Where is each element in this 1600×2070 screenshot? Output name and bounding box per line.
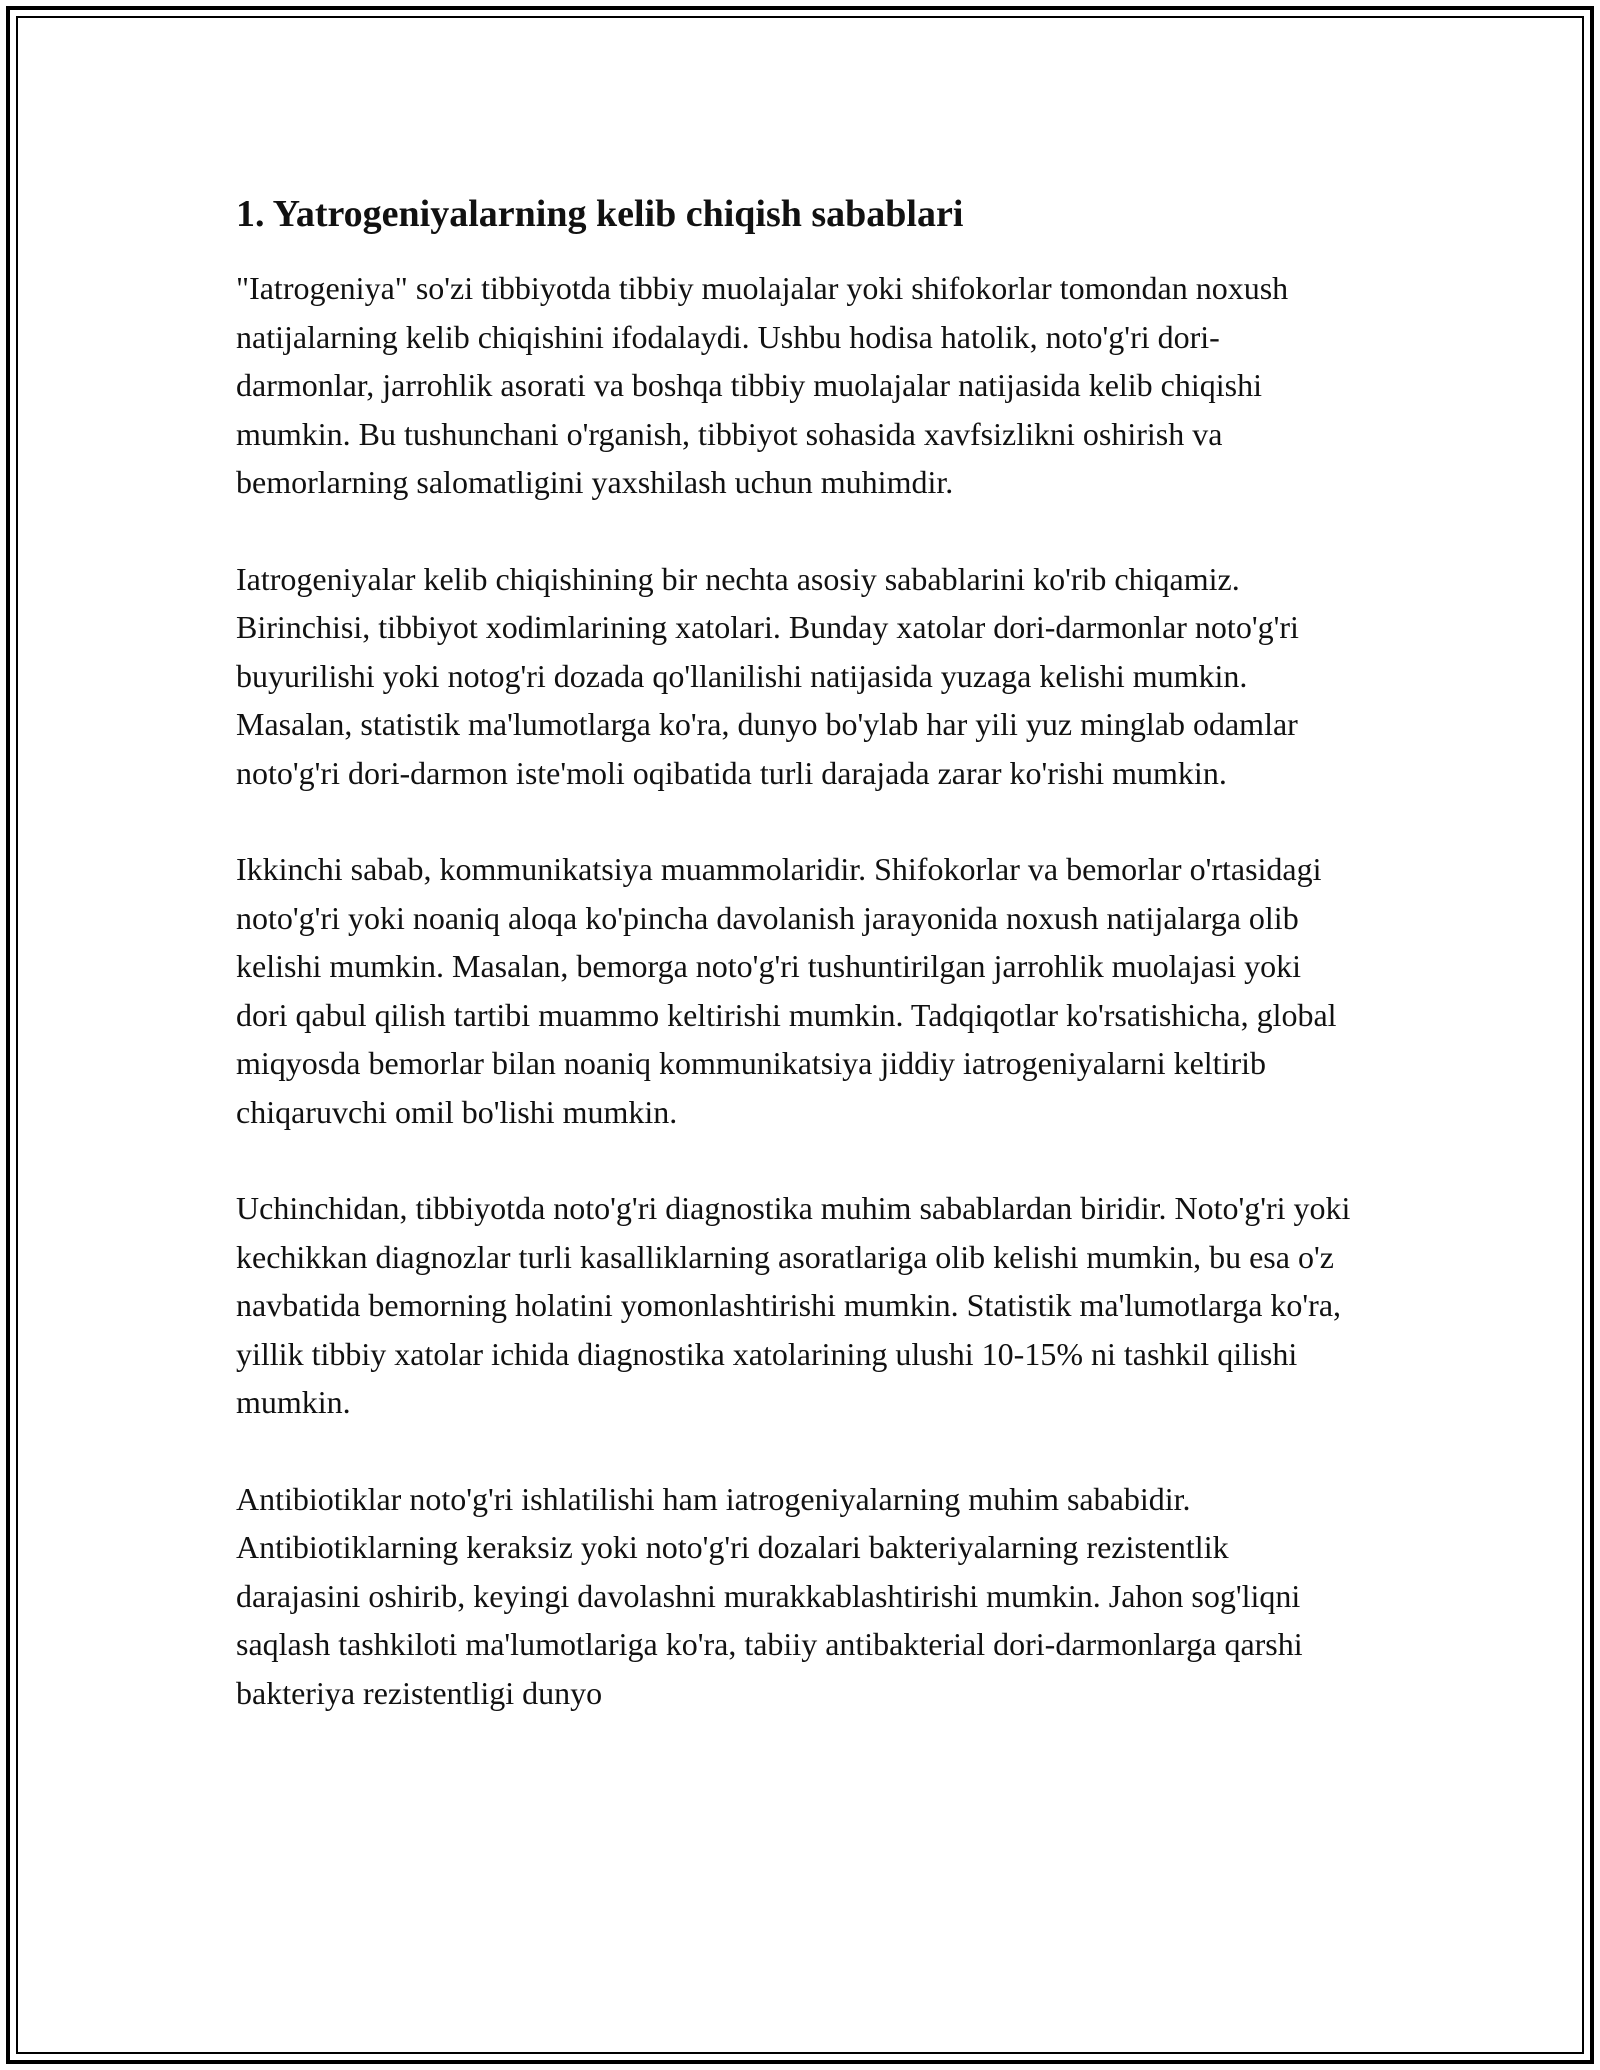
paragraph-communication: Ikkinchi sabab, kommunikatsiya muammolaridir. Shifokorlar va bemorlar o'rtasidagi noto'g'ri yoki noaniq aloqa ko'pincha davolanish jarayonida noxush natijalarga olib kelishi mumkin. Masalan, bemorga noto'g'ri tushuntirilgan jarrohlik muolajasi yoki dori qabul qilish tartibi muammo keltirishi mumkin. Tadqiqotlar ko'rsatishicha, global miqyosda bemorlar bilan noaniq kommunikatsiya jiddiy iatrogeniyalarni keltirib chiqaruvchi omil bo'lishi mumkin.: [236, 851, 1337, 1130]
section-heading: 1. Yatrogeniyalarning kelib chiqish sabablari: [236, 193, 964, 235]
paragraph-diagnostics: Uchinchidan, tibbiyotda noto'g'ri diagnostika muhim sabablardan biridir. Noto'g'ri yoki kechikkan diagnozlar turli kasalliklarning asoratlariga olib kelishi mumkin, bu esa o'z navbatida bemorning holatini yomonlashtirishi mumkin. Statistik ma'lumotlarga ko'ra, yillik tibbiy xatolar ichida diagnostika xatolarining ulushi 10-15% ni tashkil qilishi mumkin.: [236, 1190, 1351, 1420]
document-body: [236, 186, 1356, 1717]
paragraph-antibiotics: Antibiotiklar noto'g'ri ishlatilishi ham iatrogeniyalarning muhim sababidir. Antibiotiklarning keraksiz yoki noto'g'ri dozalari bakteriyalarning rezistentlik darajasini oshirib, keyingi davolashni murakkablashtirishi mumkin. Jahon sog'liqni saqlash tashkiloti ma'lumotlariga ko'ra, tabiiy antibakterial dori-darmonlarga qarshi bakteriya rezistentligi dunyo: [236, 1480, 1303, 1711]
paragraph-staff-errors: Iatrogeniyalar kelib chiqishining bir nechta asosiy sabablarini ko'rib chiqamiz. Birinchisi, tibbiyot xodimlarining xatolari. Bunday xatolar dori-darmonlar noto'g'ri buyurilishi yoki notog'ri dozada qo'llanilishi natijasida yuzaga kelishi mumkin. Masalan, statistik ma'lumotlarga ko'ra, dunyo bo'ylab har yili yuz minglab odamlar noto'g'ri dori-darmon iste'moli oqibatida turli darajada zarar ko'rishi mumkin.: [236, 560, 1299, 791]
paragraph-intro: "Iatrogeniya" so'zi tibbiyotda tibbiy muolajalar yoki shifokorlar tomondan noxush natijalarning kelib chiqishini ifodalaydi. Ushbu hodisa hatolik, noto'g'ri dori-darmonlar, jarrohlik asorati va boshqa tibbiy muolajalar natijasida kelib chiqishi mumkin. Bu tushunchani o'rganish, tibbiyot sohasida xavfsizlikni oshirish va bemorlarning salomatligini yaxshilash uchun muhimdir.: [236, 270, 1289, 500]
